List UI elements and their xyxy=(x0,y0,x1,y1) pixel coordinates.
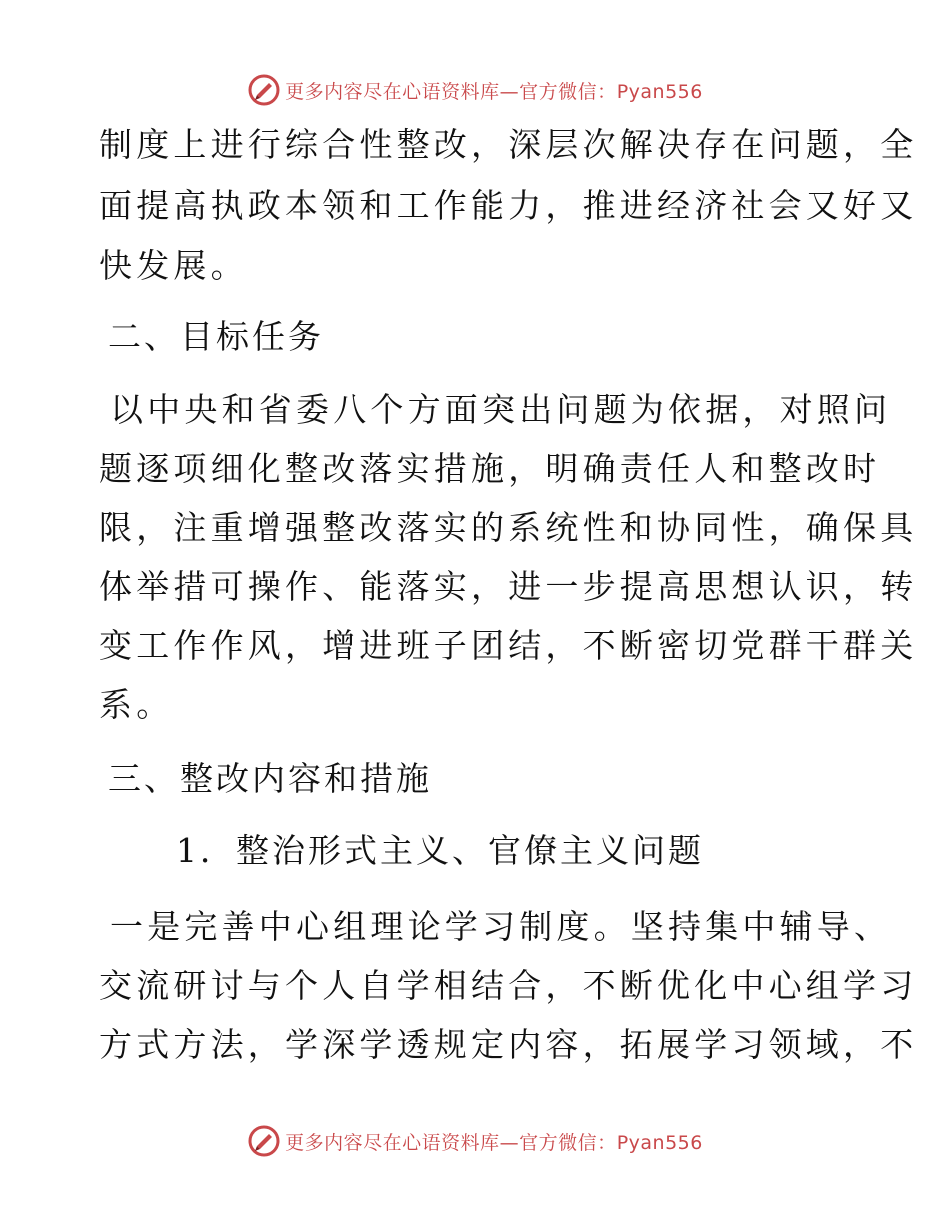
paragraph-line: 系。 xyxy=(99,685,174,724)
header-banner xyxy=(0,70,950,110)
footer-banner xyxy=(0,1121,950,1161)
paragraph-line: 面提高执政本领和工作能力，推进经济社会又好又 xyxy=(99,186,918,225)
subsection-heading: 1．整治形式主义、官僚主义问题 xyxy=(176,831,704,870)
paragraph-line: 体举措可操作、能落实，进一步提高思想认识，转 xyxy=(99,567,918,606)
paragraph-line: 变工作作风，增进班子团结，不断密切党群干群关 xyxy=(99,626,918,665)
paragraph-line: 题逐项细化整改落实措施，明确责任人和整改时 xyxy=(99,449,881,488)
paragraph-line: 限，注重增强整改落实的系统性和协同性，确保具 xyxy=(99,508,918,547)
section-heading: 二、目标任务 xyxy=(108,317,324,356)
paragraph-line: 快发展。 xyxy=(99,246,248,285)
paragraph-line: 以中央和省委八个方面突出问题为依据，对照问 xyxy=(110,390,892,429)
section-heading: 三、整改内容和措施 xyxy=(108,759,432,798)
paragraph-line: 制度上进行综合性整改，深层次解决存在问题，全 xyxy=(99,125,918,164)
paragraph-line: 一是完善中心组理论学习制度。坚持集中辅导、 xyxy=(110,907,892,946)
paragraph-line: 方式方法，学深学透规定内容，拓展学习领域，不 xyxy=(99,1025,918,1064)
footer-banner-text: 更多内容尽在心语资料库—官方微信：Pyan556 xyxy=(285,1131,703,1154)
pen-logo-icon xyxy=(247,73,281,107)
pen-logo-icon xyxy=(247,1124,281,1158)
header-banner-text: 更多内容尽在心语资料库—官方微信：Pyan556 xyxy=(285,80,703,103)
paragraph-line: 交流研讨与个人自学相结合，不断优化中心组学习 xyxy=(99,966,918,1005)
